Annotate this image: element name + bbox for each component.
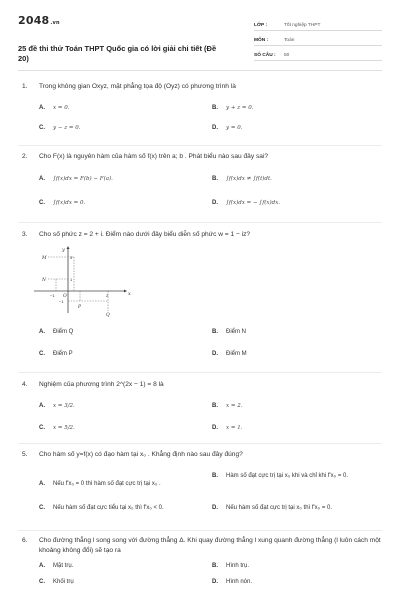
exam-meta [254, 16, 382, 61]
option-text: Điểm P [53, 351, 73, 357]
option-b[interactable] [212, 562, 387, 570]
question-separator [18, 372, 382, 373]
question-separator [18, 530, 382, 531]
option-a[interactable] [39, 328, 73, 336]
option-c[interactable] [39, 578, 74, 586]
question-head [22, 230, 382, 240]
x-axis-label: x [128, 291, 131, 297]
option-b[interactable] [212, 402, 387, 410]
option-d[interactable] [212, 350, 387, 358]
tick-label-y3: 3 [70, 255, 73, 260]
question-head [22, 536, 382, 555]
option-text: y = 0. [226, 124, 243, 131]
option-text: x = 0. [53, 104, 70, 111]
option-letter: B. [212, 175, 218, 182]
option-text: Hàm số đạt cực trị tại x₀ khi và chỉ khi f′x₀ = 0. [226, 472, 348, 479]
tick-label-x-neg1: −1 [50, 293, 55, 298]
point-m-label: M [42, 256, 47, 261]
question-3-options [22, 328, 382, 370]
meta-key: MÔN : [254, 38, 269, 43]
meta-row-count [254, 46, 382, 61]
option-text: Hình nón. [226, 579, 253, 585]
option-a[interactable] [39, 480, 209, 488]
question-text: Cho F(x) là nguyên hàm của hàm số f(x) trên a; b . Phát biểu nào sau đây sai? [39, 153, 269, 160]
question-head [22, 82, 382, 92]
meta-value: Tốt nghiệp THPT [284, 23, 321, 28]
option-text: Nếu f′x₀ = 0 thì hàm số đạt cực trị tại x₀ . [53, 480, 161, 487]
option-row [22, 104, 382, 124]
header-divider [18, 70, 382, 71]
option-text: Hình trụ. [226, 563, 250, 569]
option-row [22, 402, 382, 422]
question-number: 4. [22, 381, 28, 388]
question-6 [22, 536, 382, 590]
question-text: Cho số phức z = 2 + i. Điểm nào dưới đây biểu diễn số phức w = 1 − iz? [39, 231, 251, 238]
option-row [22, 472, 382, 500]
option-letter: A. [39, 480, 45, 487]
meta-row-grade [254, 16, 382, 31]
origin-label: O [63, 294, 67, 299]
option-text: Mặt trụ. [53, 563, 74, 569]
option-letter: C. [39, 199, 45, 206]
option-text: ∫f(x)dx = − ∫f(x)dx. [226, 199, 281, 206]
option-letter: B. [212, 402, 218, 409]
question-number: 2. [22, 153, 28, 160]
question-text: Trong không gian Oxyz, mặt phẳng tọa độ (Oyz) có phương trình là [39, 83, 236, 90]
option-letter: C. [39, 424, 45, 431]
option-row [22, 199, 382, 219]
tick-label-y1: 1 [70, 277, 73, 282]
question-number: 5. [22, 451, 28, 458]
option-text: ∫f(x)dx = 0. [53, 199, 86, 206]
option-a[interactable] [39, 104, 69, 112]
option-letter: B. [212, 472, 218, 479]
question-head [22, 152, 382, 162]
question-head [22, 380, 382, 390]
logo-suffix: .vn [50, 20, 60, 26]
option-c[interactable] [39, 199, 85, 207]
question-separator [18, 443, 382, 444]
question-4 [22, 380, 382, 444]
option-text: Khối trụ [53, 579, 74, 585]
option-c[interactable] [39, 424, 75, 432]
option-text: Điểm M [226, 351, 247, 357]
meta-row-subject [254, 31, 382, 46]
option-text: y − z = 0. [53, 124, 81, 131]
option-row [22, 124, 382, 144]
tick-label-x2: 2 [106, 293, 109, 298]
point-q-label: Q [106, 313, 110, 317]
question-text: Nghiệm của phương trình 2^(2x − 1) = 8 là [39, 381, 164, 388]
option-letter: B. [212, 329, 218, 335]
option-a[interactable] [39, 175, 113, 183]
option-letter: C. [39, 579, 45, 585]
question-2 [22, 152, 382, 219]
option-d[interactable] [212, 424, 387, 432]
question-number: 6. [22, 537, 28, 544]
option-row [22, 562, 382, 578]
point-n-label: N [42, 278, 46, 283]
question-text: Cho hàm số y=f(x) có đạo hàm tại x₀ . Khẳng định nào sau đây đúng? [39, 451, 243, 458]
option-letter: A. [39, 329, 45, 335]
exam-header [18, 14, 382, 74]
question-1 [22, 82, 382, 144]
option-text: Điểm Q [53, 329, 74, 335]
option-row [22, 175, 382, 195]
point-p-label: P [78, 305, 82, 310]
meta-key: LỚP : [254, 23, 268, 28]
question-text: Cho đường thẳng l song song với đường thẳng Δ. Khi quay đường thẳng l xung quanh đường thẳng (l luôn cách một khoảng không đổi) sẽ tạo ra [39, 537, 381, 554]
option-b[interactable] [212, 328, 387, 336]
document-title: 25 đề thi thử Toán THPT Quốc gia có lời giải chi tiết (Đề 20) [18, 44, 217, 63]
option-a[interactable] [39, 562, 73, 570]
option-text: x = 3/2. [53, 402, 75, 409]
question-head [22, 450, 382, 460]
option-letter: B. [212, 563, 218, 569]
option-text: x = 2. [226, 402, 243, 409]
option-letter: A. [39, 175, 45, 182]
option-row [22, 350, 382, 370]
option-b[interactable] [212, 104, 387, 112]
option-letter: A. [39, 402, 45, 409]
meta-key: SỐ CÂU : [254, 53, 276, 58]
question-separator [18, 222, 382, 223]
option-d[interactable] [212, 504, 387, 512]
tick-label-y-neg1: −1 [59, 299, 64, 304]
option-text: Nếu hàm số đạt cực trị tại x₀ thì f′x₀ = 0. [226, 504, 332, 511]
option-letter: D. [212, 351, 218, 357]
option-letter: A. [39, 104, 45, 111]
option-d[interactable] [212, 578, 387, 586]
question-separator [18, 145, 382, 146]
option-text: x = 5/2. [53, 424, 75, 431]
option-a[interactable] [39, 402, 75, 410]
y-axis-arrow [67, 246, 70, 249]
option-text: y + z = 0. [226, 104, 254, 111]
meta-value: 50 [284, 53, 290, 58]
question-number: 1. [22, 83, 28, 90]
option-text: ∫f(x)dx = F(b) − F(a). [53, 175, 113, 182]
option-letter: D. [212, 199, 218, 206]
question-5 [22, 450, 382, 524]
option-text: ∫f(x)dx ≠ ∫f(t)dt. [226, 175, 272, 182]
complex-plane-graph [34, 245, 134, 317]
option-c[interactable] [39, 124, 80, 132]
option-row [22, 504, 382, 524]
option-letter: A. [39, 563, 45, 569]
option-b[interactable] [212, 472, 387, 480]
question-number: 3. [22, 231, 28, 238]
option-letter: C. [39, 351, 45, 357]
option-letter: C. [39, 504, 45, 511]
option-row [22, 328, 382, 348]
option-letter: C. [39, 124, 45, 131]
option-text: Điểm N [226, 329, 247, 335]
option-d[interactable] [212, 124, 387, 132]
option-letter: D. [212, 124, 218, 131]
option-row [22, 424, 382, 444]
option-d[interactable] [212, 199, 387, 207]
question-3 [22, 230, 382, 240]
option-text: x = 1. [226, 424, 243, 431]
option-letter: D. [212, 424, 218, 431]
option-b[interactable] [212, 175, 387, 183]
meta-value: Toán [284, 38, 295, 43]
logo-text: 2048 [18, 14, 50, 27]
option-text: Nếu hàm số đạt cực tiểu tại x₀ thì f′x₀ < 0. [53, 504, 164, 511]
site-logo[interactable] [18, 14, 60, 27]
option-c[interactable] [39, 504, 214, 512]
option-letter: D. [212, 579, 218, 585]
option-letter: D. [212, 504, 218, 511]
x-axis-arrow [124, 290, 127, 293]
y-axis-label: y [62, 247, 65, 253]
option-letter: B. [212, 104, 218, 111]
option-c[interactable] [39, 350, 73, 358]
option-row [22, 578, 382, 590]
